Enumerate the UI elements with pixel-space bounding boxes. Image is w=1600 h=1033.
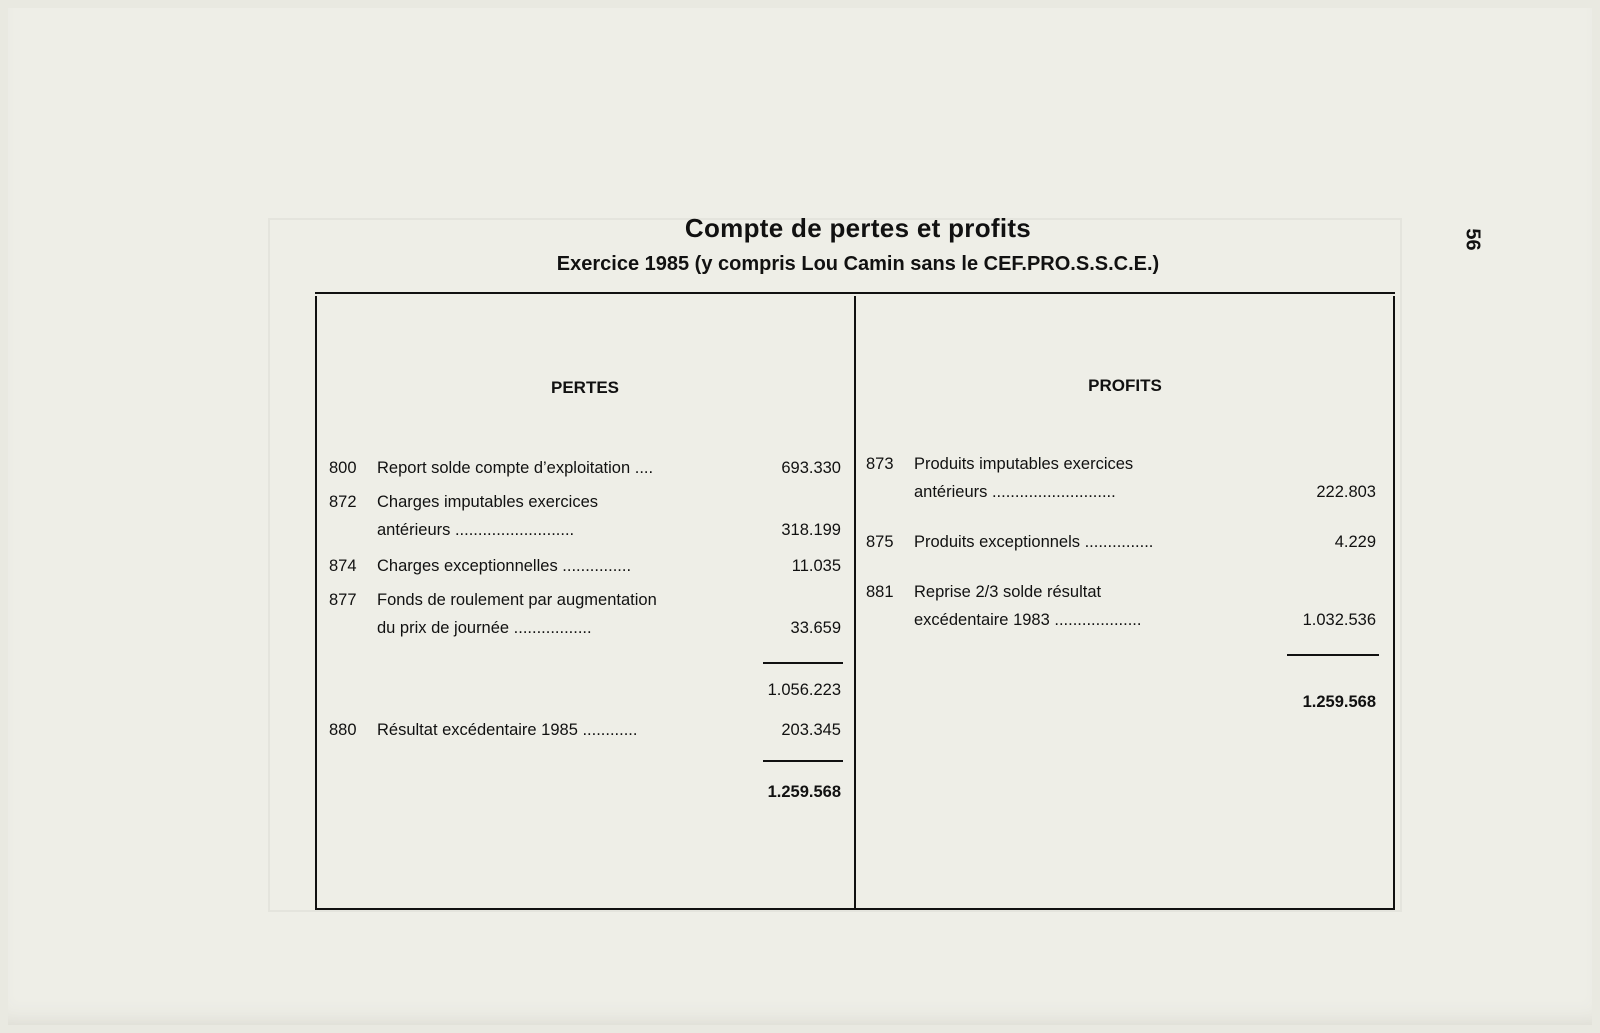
account-code: 881 xyxy=(866,583,894,601)
account-code: 874 xyxy=(329,557,357,575)
account-code: 875 xyxy=(866,533,894,551)
account-label: Charges exceptionnelles ............... xyxy=(377,557,632,575)
account-code: 872 xyxy=(329,493,357,511)
account-label: Charges imputables exercices xyxy=(377,493,599,511)
account-label: Produits imputables exercices xyxy=(914,455,1134,473)
account-label: Résultat excédentaire 1985 ............ xyxy=(377,721,638,739)
account-label: Produits exceptionnels ............... xyxy=(914,533,1154,551)
ledger-left-border xyxy=(315,296,317,908)
total-amount: 1.259.568 xyxy=(767,783,841,801)
document-page xyxy=(8,8,1592,1025)
ledger-right-border xyxy=(1393,296,1395,908)
account-amount: 318.199 xyxy=(781,521,841,539)
account-amount: 4.229 xyxy=(1334,533,1376,551)
document-subtitle: Exercice 1985 (y compris Lou Camin sans le CEF.PRO.S.S.C.E.) xyxy=(556,253,1160,275)
account-code: 880 xyxy=(329,721,357,739)
total-rule xyxy=(1287,654,1379,656)
profits-heading: PROFITS xyxy=(1088,376,1162,395)
account-label: Reprise 2/3 solde résultat xyxy=(914,583,1102,601)
account-label-continued: antérieurs ........................... xyxy=(914,483,1116,501)
account-amount: 11.035 xyxy=(791,557,841,575)
ledger-column-divider xyxy=(854,296,856,908)
account-amount: 693.330 xyxy=(781,459,841,477)
page-number: 56 xyxy=(1461,228,1484,251)
account-code: 873 xyxy=(866,455,894,473)
account-label: Report solde compte d’exploitation .... xyxy=(377,459,654,477)
account-amount: 33.659 xyxy=(790,619,841,637)
total-rule xyxy=(763,760,843,762)
subtotal-amount: 1.056.223 xyxy=(767,681,841,699)
account-label: Fonds de roulement par augmentation xyxy=(377,591,657,609)
account-code: 877 xyxy=(329,591,357,609)
document-title: Compte de pertes et profits xyxy=(684,213,1032,243)
account-amount: 1.032.536 xyxy=(1302,611,1376,629)
subtotal-rule xyxy=(763,662,843,664)
total-amount: 1.259.568 xyxy=(1302,693,1376,711)
account-amount: 203.345 xyxy=(781,721,841,739)
account-label-continued: du prix de journée ................. xyxy=(377,619,592,637)
account-label-continued: antérieurs .......................... xyxy=(377,521,575,539)
account-label-continued: excédentaire 1983 ................... xyxy=(914,611,1142,629)
ledger-table xyxy=(315,292,1395,910)
account-code: 800 xyxy=(329,459,357,477)
pertes-heading: PERTES xyxy=(550,378,620,397)
account-amount: 222.803 xyxy=(1316,483,1376,501)
